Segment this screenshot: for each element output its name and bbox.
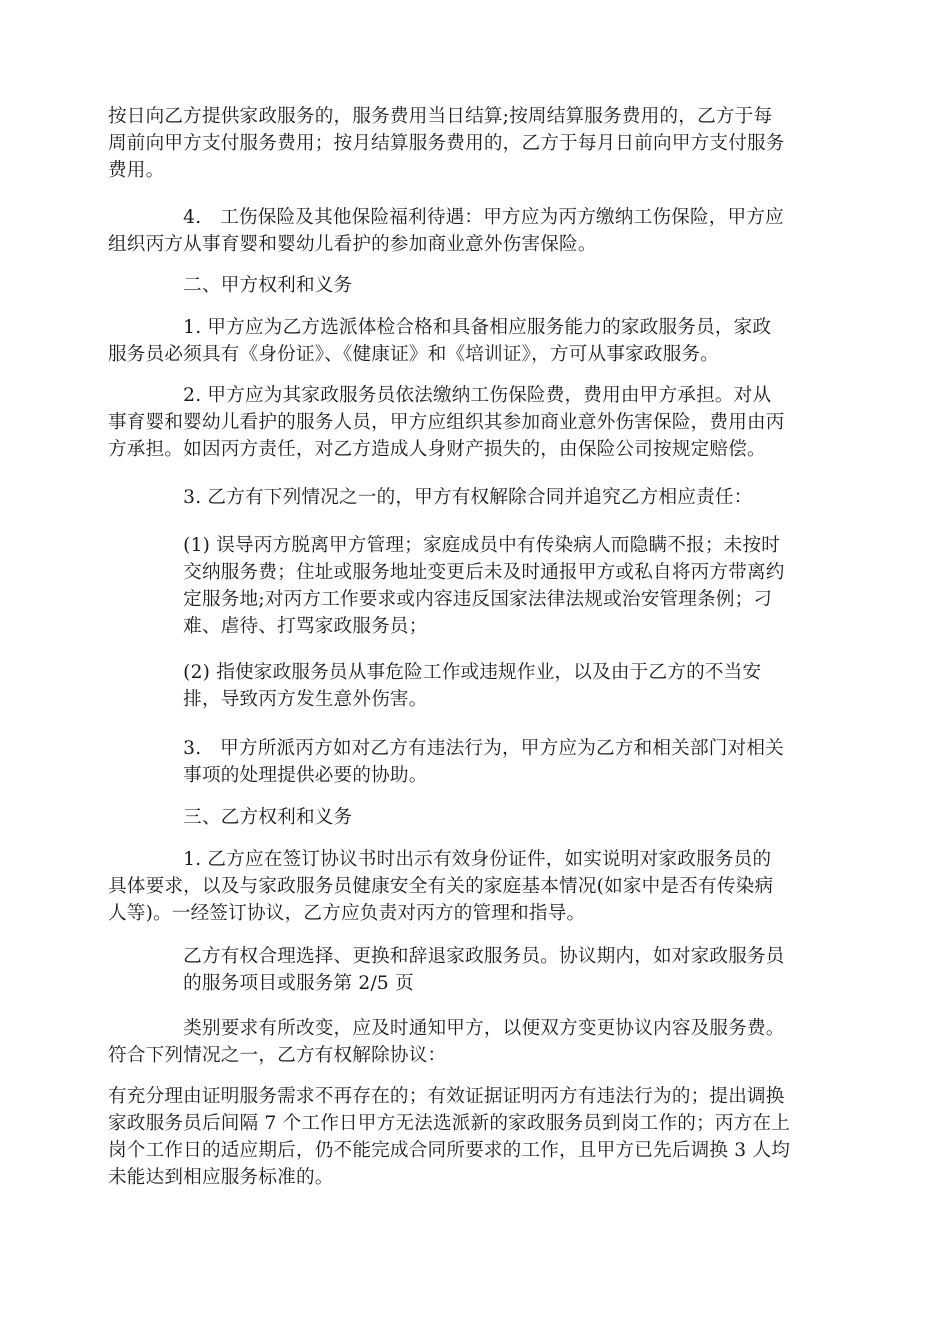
text-line: 难、虐待、打骂家政服务员； xyxy=(108,616,428,637)
text-line: 周前向甲方支付服务费用；按月结算服务费用的，乙方于每月日前向甲方支付服务 xyxy=(108,133,785,154)
text-line: 符合下列情况之一，乙方有权解除协议： xyxy=(108,1045,447,1066)
text-line: 有充分理由证明服务需求不再存在的；有效证据证明丙方有违法行为的；提出调换 xyxy=(108,1086,785,1107)
paragraph-a-2 xyxy=(108,382,842,463)
text-line: (2) 指使家政服务员从事危险工作或违规作业，以及由于乙方的不当安 xyxy=(108,662,762,683)
text-line: 定服务地;对丙方工作要求或内容违反国家法律法规或治安管理条例；刁 xyxy=(108,589,773,610)
text-line: 二、甲方权利和义务 xyxy=(108,275,353,296)
text-line: 乙方有权合理选择、更换和辞退家政服务员。协议期内，如对家政服务员 xyxy=(108,946,785,967)
paragraph-b-termination xyxy=(108,1083,842,1191)
text-line: 按日向乙方提供家政服务的，服务费用当日结算;按周结算服务费用的，乙方于每 xyxy=(108,106,773,127)
text-line: 具体要求，以及与家政服务员健康安全有关的家庭基本情况(如家中是否有传染病 xyxy=(108,876,774,897)
text-line: 1. 甲方应为乙方选派体检合格和具备相应服务能力的家政服务员，家政 xyxy=(108,317,772,338)
paragraph-settlement xyxy=(108,103,842,184)
text-line: 1. 乙方应在签订协议书时出示有效身份证件，如实说明对家政服务员的 xyxy=(108,849,772,870)
text-line: 人等)。一经签订协议，乙方应负责对丙方的管理和指导。 xyxy=(108,903,586,924)
text-line: 岗个工作日的适应期后，仍不能完成合同所要求的工作，且甲方已先后调换 3 人均 xyxy=(108,1140,791,1161)
text-line: 事项的处理提供必要的协助。 xyxy=(108,765,428,786)
text-line: 未能达到相应服务标准的。 xyxy=(108,1167,334,1188)
text-line: 服务员必须具有《身份证》、《健康证》和《培训证》，方可从事家政服务。 xyxy=(108,344,720,365)
text-line: 事育婴和婴幼儿看护的服务人员，甲方应组织其参加商业意外伤害保险，费用由丙 xyxy=(108,412,785,433)
text-line: 的服务项目或服务第 2/5 页 xyxy=(108,973,414,994)
text-line: 3. 甲方所派丙方如对乙方有违法行为，甲方应为乙方和相关部门对相关 xyxy=(108,738,784,759)
text-line: 方承担。如因丙方责任，对乙方造成人身财产损失的，由保险公司按规定赔偿。 xyxy=(108,439,766,460)
paragraph-insurance xyxy=(108,204,842,258)
text-line: 家政服务员后间隔 7 个工作日甲方无法选派新的家政服务员到岗工作的；丙方在上 xyxy=(108,1113,791,1134)
paragraph-a-3-2 xyxy=(108,659,842,713)
text-line: 三、乙方权利和义务 xyxy=(108,807,353,828)
paragraph-a-4 xyxy=(108,735,842,789)
text-line: 组织丙方从事育婴和婴幼儿看护的参加商业意外伤害保险。 xyxy=(108,234,597,255)
text-line: 4. 工伤保险及其他保险福利待遇：甲方应为丙方缴纳工伤保险，甲方应 xyxy=(108,207,784,228)
paragraph-a-3 xyxy=(108,484,842,511)
paragraph-b-change xyxy=(108,1015,842,1069)
text-line: 排，导致丙方发生意外伤害。 xyxy=(108,689,428,710)
section-heading-party-a xyxy=(108,272,842,299)
section-heading-party-b xyxy=(108,804,842,831)
text-line: 费用。 xyxy=(108,160,165,181)
paragraph-b-1 xyxy=(108,846,842,927)
paragraph-a-1 xyxy=(108,314,842,368)
text-line: 交纳服务费；住址或服务地址变更后未及时通报甲方或私自将丙方带离约 xyxy=(108,562,785,583)
text-line: (1) 误导丙方脱离甲方管理；家庭成员中有传染病人而隐瞒不报；未按时 xyxy=(108,535,781,556)
text-line: 类别要求有所改变，应及时通知甲方，以便双方变更协议内容及服务费。 xyxy=(108,1018,785,1039)
text-line: 3. 乙方有下列情况之一的，甲方有权解除合同并追究乙方相应责任： xyxy=(108,487,753,508)
paragraph-b-rights xyxy=(108,943,842,997)
paragraph-a-3-1 xyxy=(108,532,842,640)
text-line: 2. 甲方应为其家政服务员依法缴纳工伤保险费，费用由甲方承担。对从 xyxy=(108,385,772,406)
